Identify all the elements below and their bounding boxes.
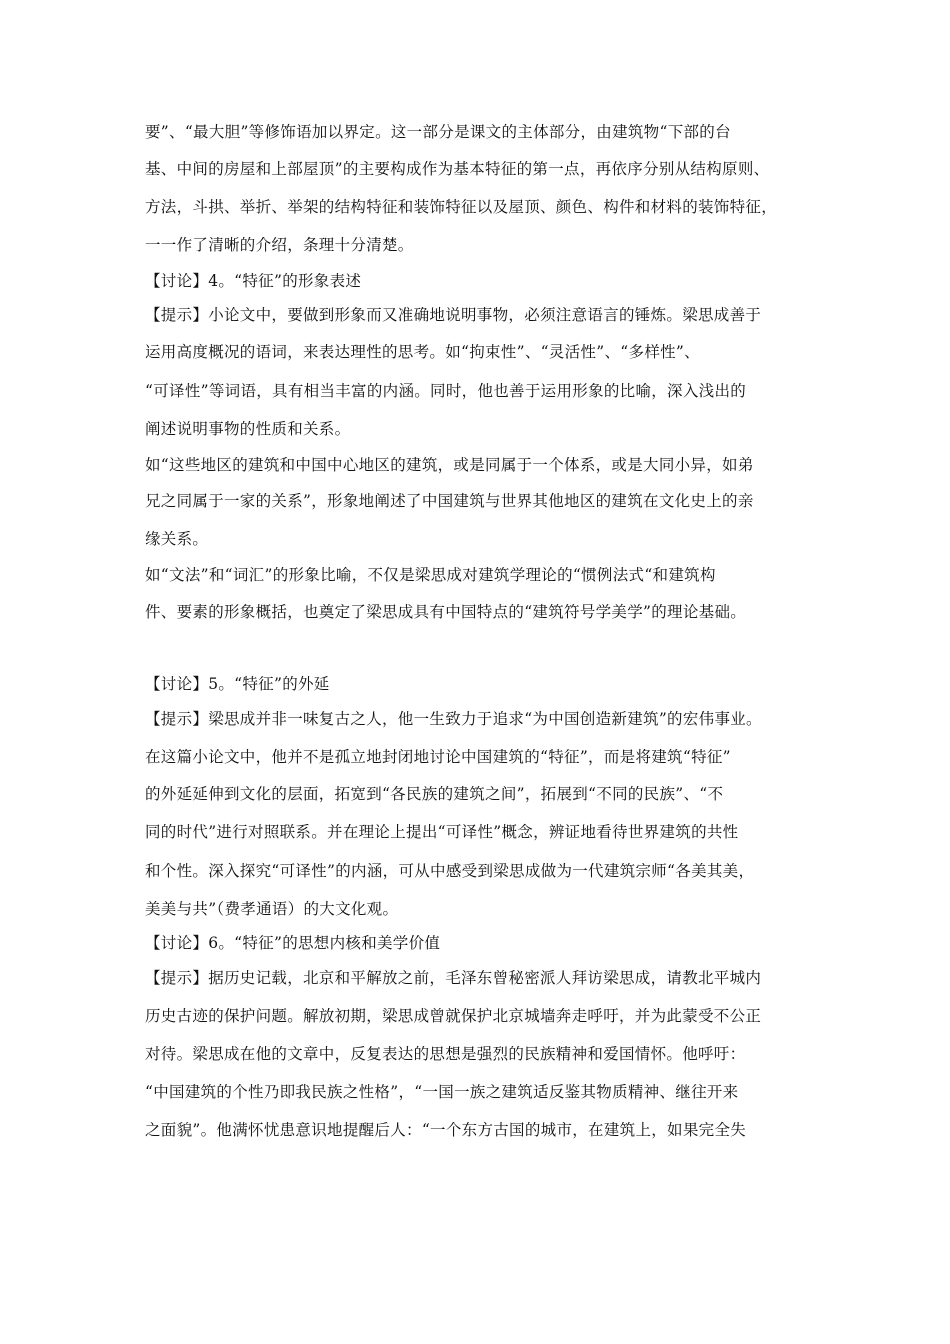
text-line: 对待。梁思成在他的文章中，反复表达的思想是强烈的民族精神和爱国情怀。他呼吁： [145, 1045, 746, 1063]
text-line: 的外延延伸到文化的层面，拓宽到“各民族的建筑之间”，拓展到“不同的民族”、“不 [145, 785, 724, 803]
discussion-heading-4: 【讨论】4。“特征”的形象表述 [145, 272, 362, 290]
text-line: 方法，斗拱、举折、举架的结构特征和装饰特征以及屋顶、颜色、构件和材料的装饰特征， [145, 198, 778, 216]
text-line: 缘关系。 [145, 530, 209, 548]
text-line: 美美与共”（费孝通语）的大文化观。 [145, 900, 399, 918]
text-line: “可译性”等词语，具有相当丰富的内涵。同时，他也善于运用形象的比喻，深入浅出的 [145, 382, 747, 400]
text-line: 兄之同属于一家的关系”，形象地阐述了中国建筑与世界其他地区的建筑在文化史上的亲 [145, 492, 754, 510]
text-line: 和个性。深入探究“可译性”的内涵，可从中感受到梁思成做为一代建筑宗师“各美其美， [145, 862, 755, 880]
discussion-heading-6: 【讨论】6。“特征”的思想内核和美学价值 [145, 934, 441, 952]
hint-line: 【提示】梁思成并非一味复古之人，他一生致力于追求“为中国创造新建筑”的宏伟事业。 [145, 710, 762, 728]
text-line: 运用高度概况的语词，来表达理性的思考。如“拘束性”、“灵活性”、“多样性”、 [145, 343, 700, 361]
text-line: “中国建筑的个性乃即我民族之性格”，“一国一族之建筑适反鉴其物质精神、继往开来 [145, 1083, 739, 1101]
text-line: 之面貌”。他满怀忧患意识地提醒后人：“一个东方古国的城市，在建筑上，如果完全失 [145, 1121, 747, 1139]
text-line: 件、要素的形象概括，也奠定了梁思成具有中国特点的“建筑符号学美学”的理论基础。 [145, 603, 747, 621]
text-line: 历史古迹的保护问题。解放初期，梁思成曾就保护北京城墙奔走呼吁，并为此蒙受不公正 [145, 1007, 762, 1025]
text-line: 要”、“最大胆”等修饰语加以界定。这一部分是课文的主体部分，由建筑物“下部的台 [145, 123, 731, 141]
text-line: 如“这些地区的建筑和中国中心地区的建筑，或是同属于一个体系，或是大同小异，如弟 [145, 456, 754, 474]
text-line: 一一作了清晰的介绍，条理十分清楚。 [145, 236, 414, 254]
text-line: 基、中间的房屋和上部屋顶”的主要构成作为基本特征的第一点，再依序分别从结构原则、 [145, 160, 770, 178]
text-line: 如“文法”和“词汇”的形象比喻，不仅是梁思成对建筑学理论的“惯例法式“和建筑构 [145, 566, 716, 584]
discussion-heading-5: 【讨论】5。“特征”的外延 [145, 675, 330, 693]
hint-line: 【提示】小论文中，要做到形象而又准确地说明事物，必须注意语言的锤炼。梁思成善于 [145, 306, 762, 324]
hint-line: 【提示】据历史记载，北京和平解放之前，毛泽东曾秘密派人拜访梁思成，请教北平城内 [145, 969, 762, 987]
text-line: 在这篇小论文中，他并不是孤立地封闭地讨论中国建筑的“特征”，而是将建筑“特征” [145, 748, 731, 766]
text-line: 同的时代”进行对照联系。并在理论上提出“可译性”概念，辨证地看待世界建筑的共性 [145, 823, 739, 841]
text-line: 阐述说明事物的性质和关系。 [145, 420, 351, 438]
